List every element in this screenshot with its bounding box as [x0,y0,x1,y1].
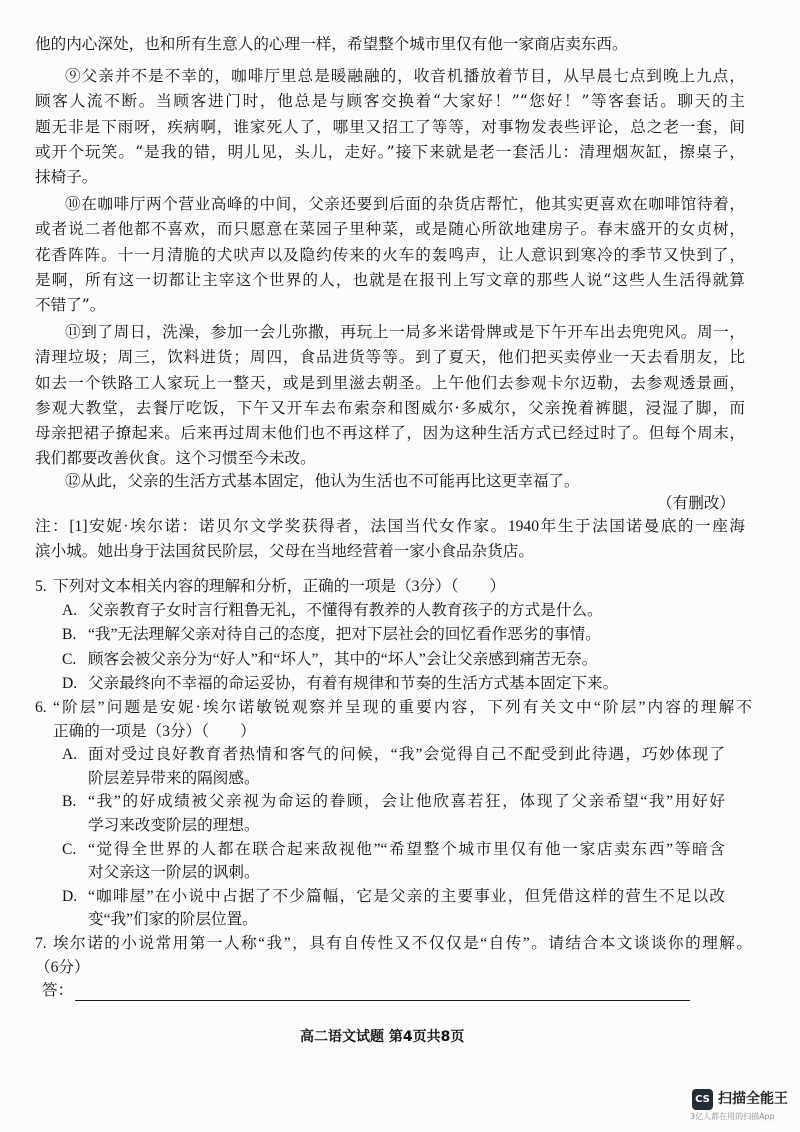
paragraph-line: 母亲把裙子撩起来。后来再过周末他们也不再这样了，因为这种生活方式已经过时了。但每个周末， [35,424,745,443]
option-text: “我”无法理解父亲对待自己的态度，把对下层社会的回忆看作恶劣的事情。 [88,626,601,644]
page-footer: 高二语文试题 第4页共8页 [300,1029,465,1045]
watermark-app-name: 扫描全能王 [718,1091,788,1107]
option-text: 学习来改变阶层的理想。 [88,816,260,834]
answer-line [75,1000,690,1001]
paragraph-line: 是啊，所有这一切都让主宰这个世界的人，也就是在报刊上写文章的那些人说“这些人生活得就算 [35,270,745,289]
option-label: B. [62,793,77,811]
passage-continuation [35,32,745,57]
question-stem-line [35,696,752,720]
paragraph-line: 如去一个铁路工人家玩上一整天，或是到里滋去朝圣。上午他们去参观卡尔迈勒，去参观透景画， [35,373,745,392]
footnote-line: 注：[1]安妮·埃尔诺：诺贝尔文学奖获得者，法国当代女作家。1940年生于法国诺曼底的一座海 [35,518,745,535]
paragraph-line: 顾客人流不断。当顾客进门时，他总是与顾客交换着“大家好！”“您好！”等客套话。聊天的主 [35,92,745,111]
option-text: 面对受过良好教育者热情和客气的问候，“我”会觉得自己不配受到此待遇，巧妙体现了 [88,746,725,764]
footnote [35,514,745,564]
question-stem-text: 正确的一项是（3分）（ ） [53,722,256,740]
option-a [35,743,725,767]
option-d-continuation [35,908,752,932]
option-label: B. [62,626,77,644]
option-text: “觉得全世界的人都在联合起来敌视他”“希望整个城市里仅有他一家店卖东西”等暗含 [88,840,725,858]
edit-note: （有删改） [657,494,735,512]
question-number: 7. [35,935,47,952]
option-text: “我”的好成绩被父亲视为命运的眷顾，会让他欣喜若狂，体现了父亲希望“我”用好好 [88,793,725,811]
question-score: （6分） [35,958,90,976]
paragraph-12 [35,469,745,494]
paragraph-line: 或者说二者他都不喜欢，而只愿意在菜园子里种菜，或是随心所欲地建房子。春末盛开的女贞树， [35,220,745,239]
option-label: C. [62,650,77,668]
paragraph-9 [35,64,745,190]
paragraph-line: 题无非是下雨呀，疾病啊，谁家死人了，哪里又招工了等等，对事物发表些评论，总之老一套，间 [35,117,745,136]
option-label: D. [62,887,78,905]
paragraph-line: 参观大教堂，去餐厅吃饭，下午又开车去布索奈和图威尔·多威尔，父亲挽着裤腿，浸湿了脚，而 [35,398,745,417]
option-label: D. [62,674,78,692]
paragraph-line: ⑫从此，父亲的生活方式基本固定，他认为生活也不可能再比这更幸福了。 [65,472,580,490]
option-text: 父亲最终向不幸福的命运妥协，有着有规律和节奏的生活方式基本固定下来。 [88,674,619,692]
camscanner-logo: CS [692,1089,713,1110]
option-text: 顾客会被父亲分为“好人”和“坏人”，其中的“坏人”会让父亲感到痛苦无奈。 [88,650,598,668]
paragraph-10 [35,192,745,318]
paragraph-line: ⑨父亲并不是不幸的，咖啡厅里总是暖融融的，收音机播放着节目，从早晨七点到晚上九点， [65,67,745,85]
paragraph-line: ⑪到了周日，洗澡，参加一会儿弥撒，再玩上一局多米诺骨牌或是下午开车出去兜兜风。周一， [65,323,745,341]
question-5 [35,575,752,696]
option-b-continuation [35,814,752,838]
paragraph-line: 或开个玩笑。“是我的错，明儿见，头儿，走好。”接下来就是老一套活儿：清理烟灰缸，擦桌子， [35,142,745,161]
answer-label: 答： [42,982,74,999]
option-label: C. [62,840,77,858]
paragraph-line: 他的内心深处，也和所有生意人的心理一样，希望整个城市里仅有他一家商店卖东西。 [35,35,628,53]
option-d [35,672,752,696]
paragraph-line: 我们都要改善伙食。这个习惯至今未改。 [35,449,316,468]
question-stem-text: 埃尔诺的小说常用第一人称“我”，具有自传性又不仅仅是“自传”。请结合本文谈谈你的理解。 [53,935,752,952]
option-a [35,599,752,623]
option-label: A. [62,602,78,620]
paragraph-line: 花香阵阵。十一月清脆的犬吠声以及隐约传来的火车的轰鸣声，让人意识到寒冷的季节又快到了， [35,245,745,264]
question-stem-text: 下列对文本相关内容的理解和分析，正确的一项是（3分）（ ） [53,578,506,595]
answer-row [35,979,752,1003]
question-score-line [35,956,752,980]
option-text: 父亲教育子女时言行粗鲁无礼，不懂得有教养的人教育孩子的方式是什么。 [88,602,603,620]
option-a-continuation [35,767,752,791]
option-b [35,790,725,814]
question-7 [35,932,752,1003]
paragraph-line: 抹椅子。 [35,168,98,187]
option-text: 变“我”们家的阶层位置。 [88,911,258,929]
option-text: “咖啡屋”在小说中占据了不少篇幅，它是父亲的主要事业，但凭借这样的营生不足以改 [88,887,725,905]
question-number: 5. [35,578,47,595]
option-d [35,885,725,909]
paragraph-line: 清理垃圾；周三，饮料进货；周四，食品进货等等。到了夏天，他们把买卖停业一天去看朋友，比 [35,348,745,367]
option-c-continuation [35,861,752,885]
option-label: A. [62,746,78,764]
question-stem-line [35,720,752,744]
watermark-tagline: 3亿人都在用的扫描App [690,1112,775,1121]
question-stem-line [35,932,752,956]
option-text: 对父亲这一阶层的讽刺。 [88,864,260,882]
question-stem-text: “阶层”问题是安妮·埃尔诺敏锐观察并呈现的重要内容，下列有关文中“阶层”内容的理解不 [53,699,752,716]
paragraph-line: 不错了”。 [35,296,106,315]
question-6 [35,696,752,932]
option-c [35,648,752,672]
option-c [35,838,725,862]
paragraph-line: ⑩在咖啡厅两个营业高峰的中间，父亲还要到后面的杂货店帮忙，他其实更喜欢在咖啡馆待着， [65,195,745,213]
footnote-line: 滨小城。她出身于法国贫民阶层，父母在当地经营着一家小食品杂货店。 [35,543,535,560]
option-text: 阶层差异带来的隔阂感。 [88,769,260,787]
option-b [35,623,752,647]
question-stem-line [35,575,752,599]
question-number: 6. [35,699,47,716]
paragraph-11 [35,320,745,472]
